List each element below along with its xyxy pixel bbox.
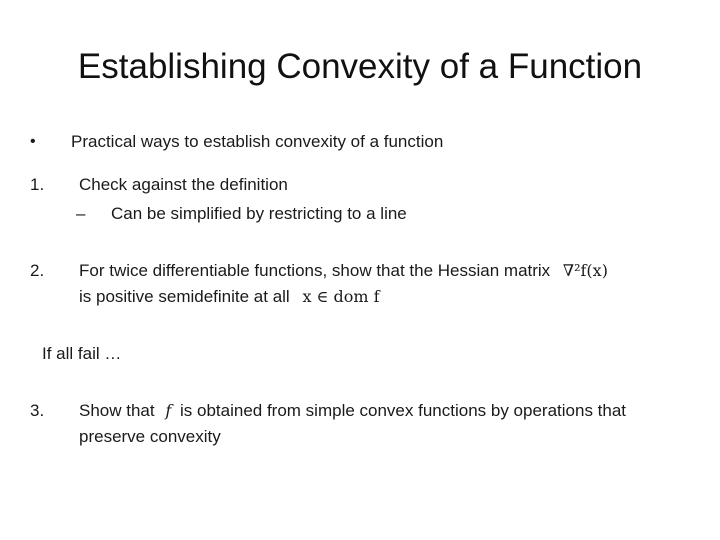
- slide-title: Establishing Convexity of a Function: [77, 47, 643, 86]
- item2-line1: [79, 260, 608, 282]
- item1-text: Check against the definition: [79, 175, 288, 194]
- domain-formula: x ∈ dom f: [302, 287, 380, 306]
- fallback-text: If all fail …: [42, 344, 122, 363]
- item3-number: 3.: [30, 401, 45, 420]
- item2-text-part1: For twice differentiable functions, show that the Hessian matrix: [79, 261, 551, 280]
- bullet-text: Practical ways to establish convexity of a function: [71, 132, 444, 151]
- item3-text-part1: Show that: [79, 401, 155, 420]
- item2-text-part2: is positive semidefinite at all: [79, 287, 290, 306]
- item3-line1: [79, 400, 626, 422]
- item1-sub-text: Can be simplified by restricting to a line: [111, 204, 407, 223]
- hessian-formula: ∇²f(x): [562, 261, 608, 280]
- item3-text-part2: is obtained from simple convex functions by operations that: [180, 401, 627, 420]
- item2-number: 2.: [30, 261, 45, 280]
- function-symbol: f: [165, 401, 172, 420]
- item1-sub-marker: –: [76, 204, 86, 223]
- item3-line2: preserve convexity: [79, 427, 221, 446]
- item2-line2: [79, 286, 380, 308]
- item1-number: 1.: [30, 175, 45, 194]
- bullet-marker: •: [30, 133, 36, 150]
